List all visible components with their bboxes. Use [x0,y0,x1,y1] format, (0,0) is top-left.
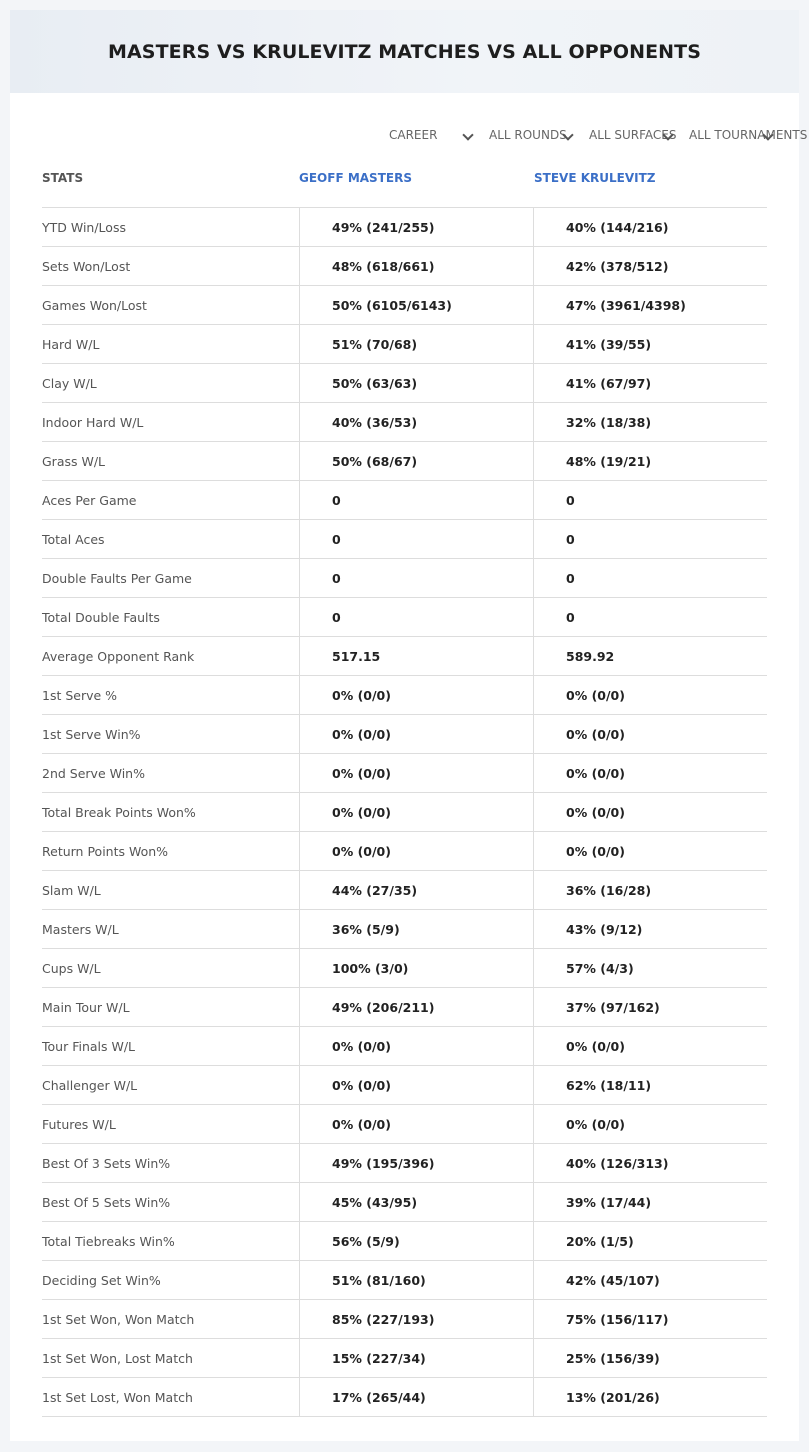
stat-name: 1st Set Won, Lost Match [42,1339,300,1378]
player1-value: 0% (0/0) [300,1066,534,1105]
filter-label: CAREER [389,128,438,142]
player1-value: 0 [300,559,534,598]
table-row [42,208,767,247]
player1-value: 49% (195/396) [300,1144,534,1183]
table-row [42,715,767,754]
table-row [42,1378,767,1417]
stat-name: Sets Won/Lost [42,247,300,286]
stat-name: 1st Set Lost, Won Match [42,1378,300,1417]
player2-value: 40% (126/313) [534,1144,768,1183]
table-row [42,1066,767,1105]
player1-value: 0% (0/0) [300,754,534,793]
stat-name: Return Points Won% [42,832,300,871]
player2-value: 0 [534,598,768,637]
player1-value: 0 [300,520,534,559]
player1-value: 517.15 [300,637,534,676]
stat-name: 1st Serve % [42,676,300,715]
stat-name: Best Of 3 Sets Win% [42,1144,300,1183]
table-row [42,1261,767,1300]
table-row [42,637,767,676]
stat-name: Masters W/L [42,910,300,949]
stat-name: 2nd Serve Win% [42,754,300,793]
table-row [42,442,767,481]
table-row [42,403,767,442]
player2-value: 0 [534,559,768,598]
player2-value: 0% (0/0) [534,676,768,715]
player2-value: 0% (0/0) [534,754,768,793]
player2-value: 42% (45/107) [534,1261,768,1300]
table-row [42,832,767,871]
table-row [42,871,767,910]
player1-value: 51% (70/68) [300,325,534,364]
player1-value: 44% (27/35) [300,871,534,910]
player2-value: 37% (97/162) [534,988,768,1027]
player1-value: 49% (241/255) [300,208,534,247]
filter-period-select[interactable] [384,123,484,147]
table-row [42,247,767,286]
stat-name: Clay W/L [42,364,300,403]
player2-value: 0 [534,481,768,520]
stat-name: 1st Set Won, Won Match [42,1300,300,1339]
player2-value: 39% (17/44) [534,1183,768,1222]
player1-value: 50% (63/63) [300,364,534,403]
table-row [42,1183,767,1222]
stat-name: Total Double Faults [42,598,300,637]
page-title: MASTERS VS KRULEVITZ MATCHES VS ALL OPPONENTS [108,40,701,63]
stat-name: Double Faults Per Game [42,559,300,598]
player2-value: 0 [534,520,768,559]
table-row [42,1144,767,1183]
player2-value: 20% (1/5) [534,1222,768,1261]
stat-name: 1st Serve Win% [42,715,300,754]
player1-value: 56% (5/9) [300,1222,534,1261]
stat-name: Main Tour W/L [42,988,300,1027]
player2-value: 43% (9/12) [534,910,768,949]
table-row [42,598,767,637]
player1-value: 100% (3/0) [300,949,534,988]
stat-name: Deciding Set Win% [42,1261,300,1300]
player2-value: 41% (39/55) [534,325,768,364]
player1-value: 48% (618/661) [300,247,534,286]
stat-name: YTD Win/Loss [42,208,300,247]
player1-value: 0% (0/0) [300,1027,534,1066]
table-row [42,481,767,520]
stat-name: Grass W/L [42,442,300,481]
chevron-down-icon [462,129,473,140]
player1-value: 0% (0/0) [300,793,534,832]
player1-value: 0 [300,598,534,637]
table-row [42,559,767,598]
player2-value: 75% (156/117) [534,1300,768,1339]
filter-tournaments-select[interactable] [684,123,808,147]
player1-value: 15% (227/34) [300,1339,534,1378]
table-row [42,1105,767,1144]
player1-value: 0 [300,481,534,520]
player2-value: 25% (156/39) [534,1339,768,1378]
table-row [42,988,767,1027]
player2-value: 42% (378/512) [534,247,768,286]
table-row [42,1027,767,1066]
player1-column-header[interactable]: GEOFF MASTERS [299,171,412,185]
table-row [42,910,767,949]
stat-name: Slam W/L [42,871,300,910]
stat-name: Cups W/L [42,949,300,988]
player2-value: 0% (0/0) [534,793,768,832]
filter-surfaces-select[interactable] [584,123,684,147]
stat-name: Games Won/Lost [42,286,300,325]
table-row [42,364,767,403]
player2-column-header[interactable]: STEVE KRULEVITZ [534,171,656,185]
player2-value: 48% (19/21) [534,442,768,481]
player2-value: 0% (0/0) [534,1027,768,1066]
stat-name: Tour Finals W/L [42,1027,300,1066]
stat-name: Total Aces [42,520,300,559]
page-header [10,10,799,93]
player2-value: 0% (0/0) [534,832,768,871]
player1-value: 0% (0/0) [300,1105,534,1144]
player2-value: 0% (0/0) [534,715,768,754]
stat-name: Hard W/L [42,325,300,364]
player1-value: 0% (0/0) [300,676,534,715]
player1-value: 45% (43/95) [300,1183,534,1222]
table-row [42,676,767,715]
filter-rounds-select[interactable] [484,123,584,147]
player1-value: 0% (0/0) [300,715,534,754]
stats-column-header: STATS [42,171,84,185]
stat-name: Average Opponent Rank [42,637,300,676]
player1-value: 50% (68/67) [300,442,534,481]
stats-card [10,93,808,1441]
table-row [42,325,767,364]
player1-value: 50% (6105/6143) [300,286,534,325]
table-row [42,1339,767,1378]
player1-value: 49% (206/211) [300,988,534,1027]
table-row [42,1222,767,1261]
player1-value: 17% (265/44) [300,1378,534,1417]
player2-value: 13% (201/26) [534,1378,768,1417]
player2-value: 41% (67/97) [534,364,768,403]
table-row [42,949,767,988]
stat-name: Aces Per Game [42,481,300,520]
column-headers [42,171,767,208]
player2-value: 40% (144/216) [534,208,768,247]
stat-name: Best Of 5 Sets Win% [42,1183,300,1222]
filter-label: ALL ROUNDS [489,128,567,142]
player2-value: 36% (16/28) [534,871,768,910]
player1-value: 40% (36/53) [300,403,534,442]
player1-value: 85% (227/193) [300,1300,534,1339]
stat-name: Futures W/L [42,1105,300,1144]
player2-value: 57% (4/3) [534,949,768,988]
player2-value: 0% (0/0) [534,1105,768,1144]
player2-value: 32% (18/38) [534,403,768,442]
player2-value: 589.92 [534,637,768,676]
stat-name: Total Break Points Won% [42,793,300,832]
stat-name: Challenger W/L [42,1066,300,1105]
table-row [42,286,767,325]
player1-value: 51% (81/160) [300,1261,534,1300]
table-row [42,793,767,832]
table-row [42,1300,767,1339]
filter-label: ALL TOURNAMENTS [689,128,808,142]
stat-name: Total Tiebreaks Win% [42,1222,300,1261]
table-row [42,754,767,793]
filter-bar [384,123,808,147]
player1-value: 0% (0/0) [300,832,534,871]
table-row [42,520,767,559]
stat-name: Indoor Hard W/L [42,403,300,442]
player1-value: 36% (5/9) [300,910,534,949]
player2-value: 62% (18/11) [534,1066,768,1105]
stats-table [42,208,767,1417]
filter-label: ALL SURFACES [589,128,677,142]
player2-value: 47% (3961/4398) [534,286,768,325]
